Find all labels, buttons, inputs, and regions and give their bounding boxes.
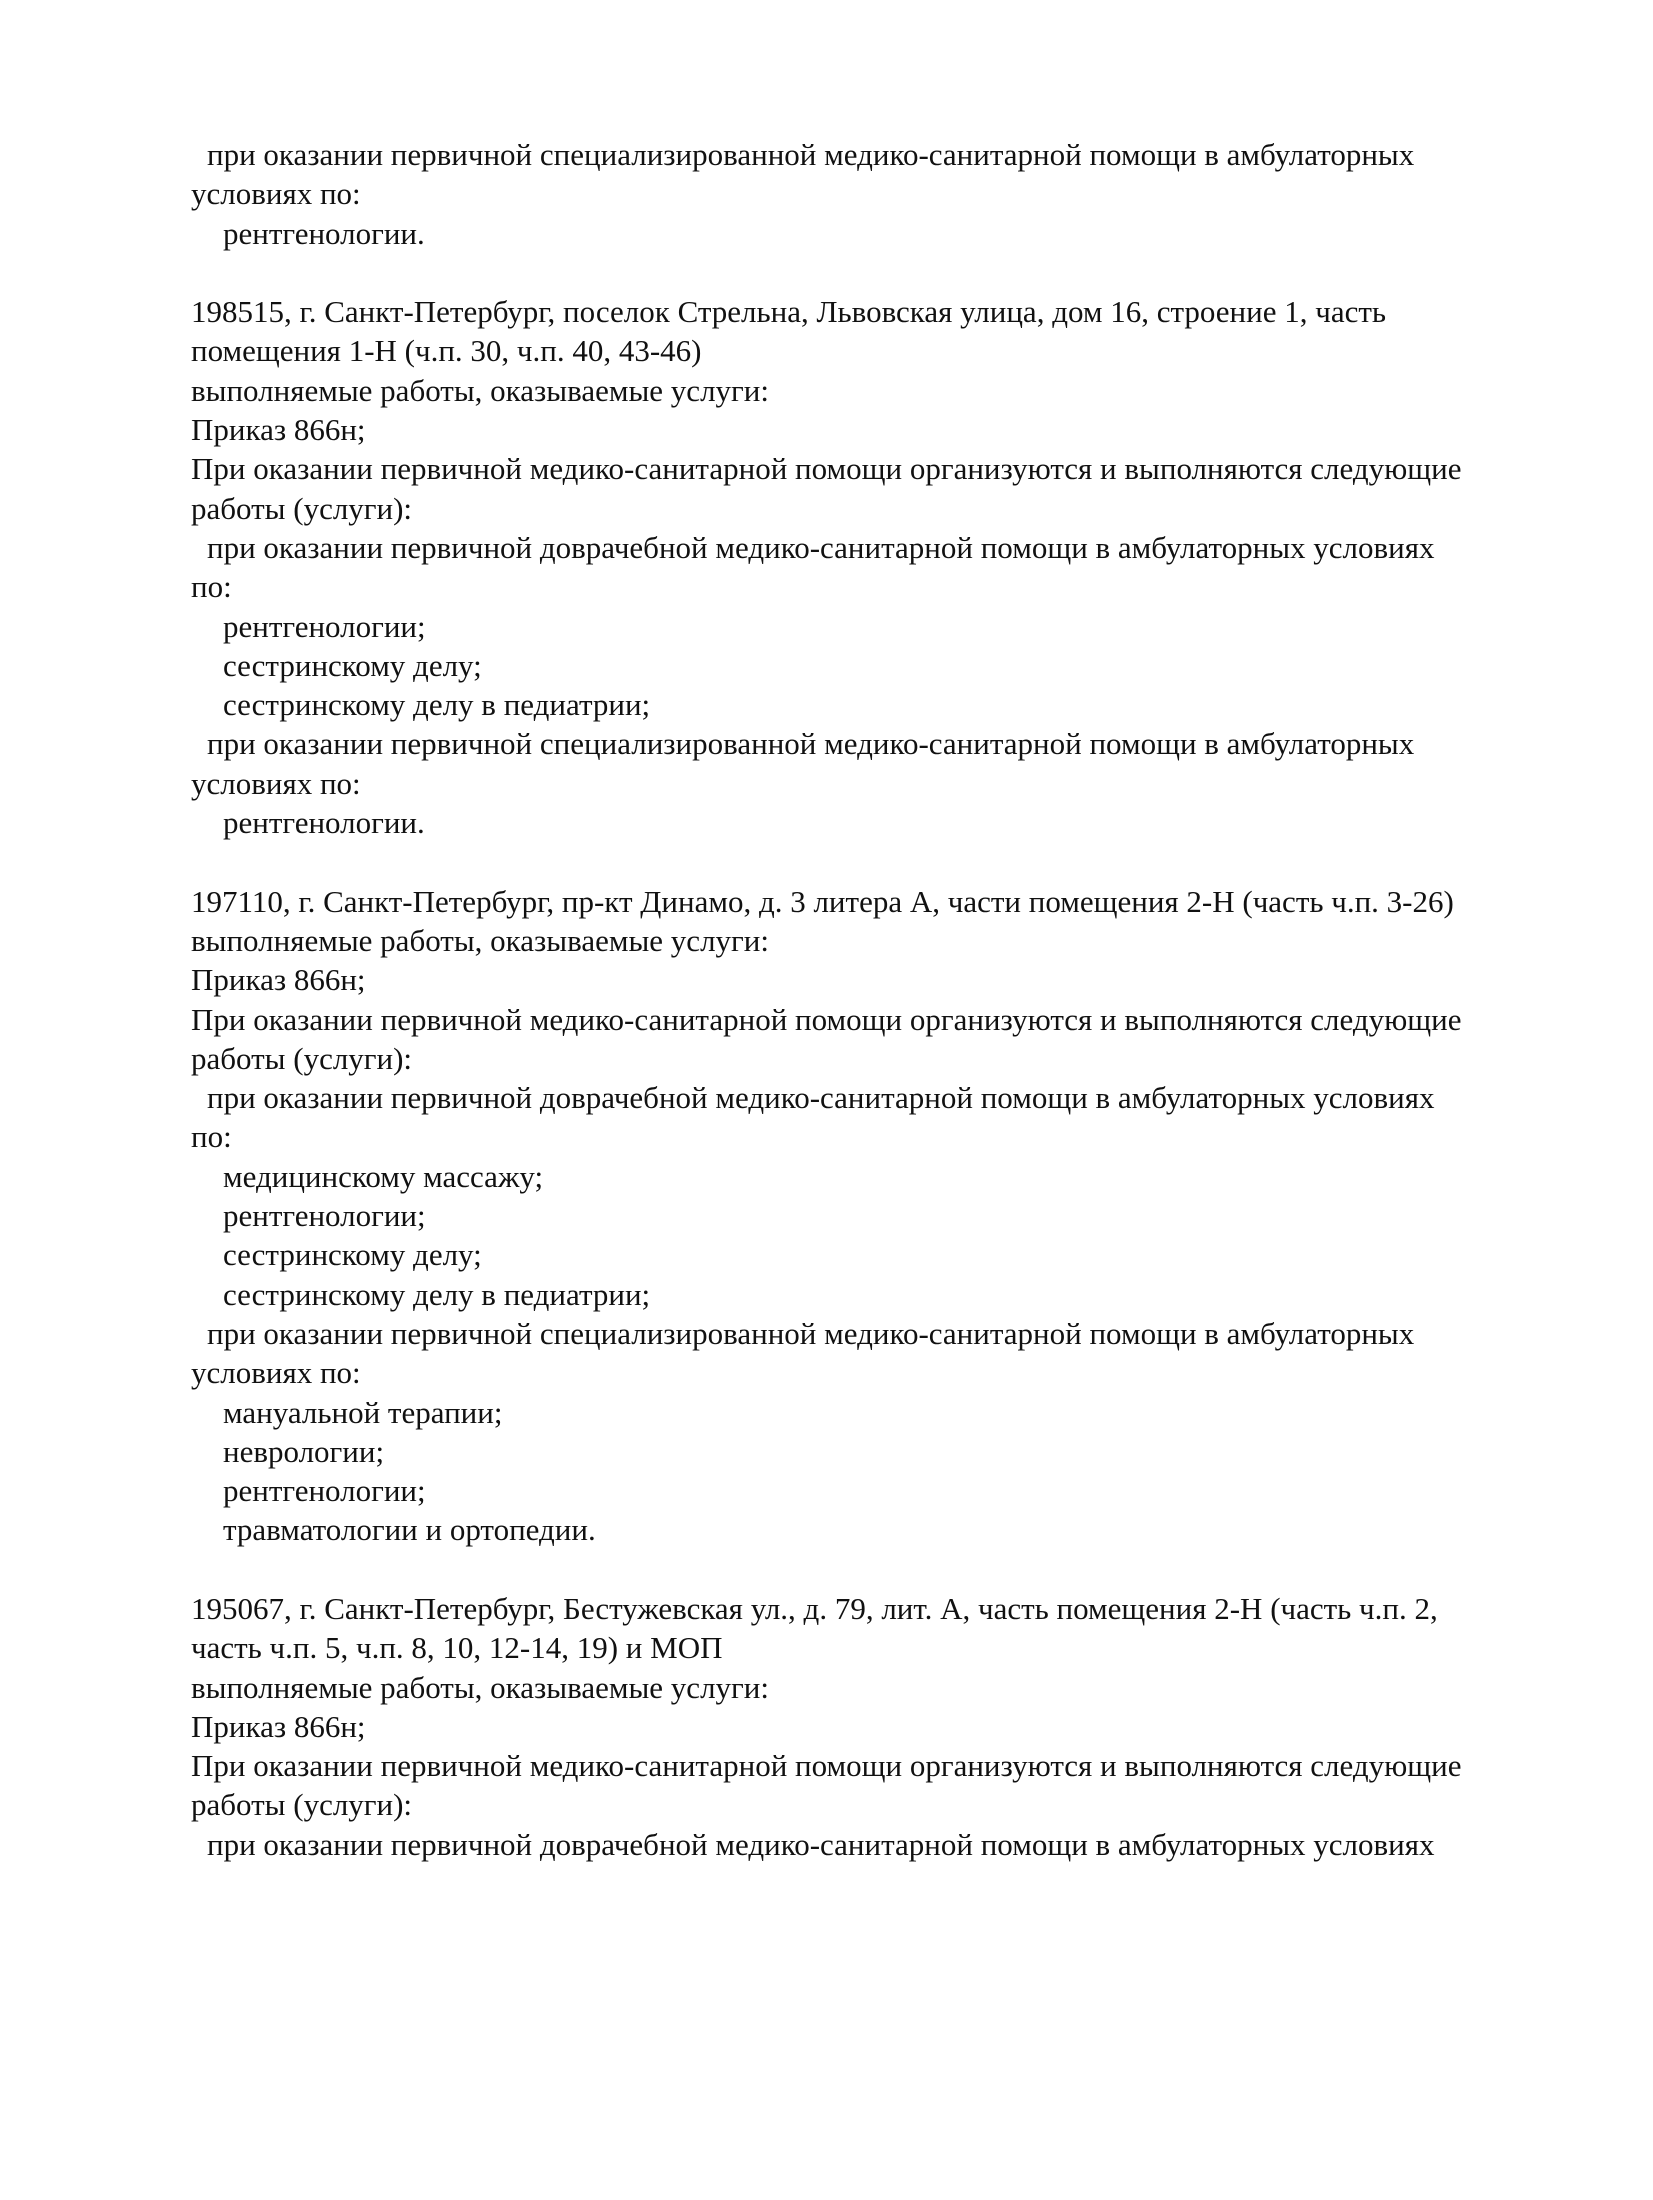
text-line: рентгенологии; [223, 608, 426, 644]
text-line: часть ч.п. 5, ч.п. 8, 10, 12-14, 19) и МОП [191, 1630, 723, 1666]
address-section [191, 1589, 1571, 1864]
text-line: 195067, г. Санкт-Петербург, Бестужевская ул., д. 79, лит. А, часть помещения 2-Н (часть ч.п. 2, [191, 1590, 1438, 1626]
text-line: по: [191, 1119, 232, 1155]
text-line: помещения 1-Н (ч.п. 30, ч.п. 40, 43-46) [191, 333, 702, 369]
text-line: При оказании первичной медико-санитарной помощи организуются и выполняются следующие [191, 1001, 1462, 1037]
text-line: рентгенологии. [223, 215, 425, 251]
address-section [191, 292, 1571, 842]
text-line: При оказании первичной медико-санитарной помощи организуются и выполняются следующие [191, 451, 1462, 487]
text-line: рентгенологии; [223, 1473, 426, 1509]
text-line: рентгенологии. [223, 805, 425, 841]
text-line: сестринскому делу в педиатрии; [223, 687, 651, 723]
text-line: работы (услуги): [191, 490, 413, 526]
text-line: сестринскому делу; [223, 647, 482, 683]
text-line: выполняемые работы, оказываемые услуги: [191, 1669, 769, 1705]
text-line: выполняемые работы, оказываемые услуги: [191, 922, 769, 958]
text-line: условиях по: [191, 176, 361, 212]
text-line: условиях по: [191, 1355, 361, 1391]
text-line: 197110, г. Санкт-Петербург, пр-кт Динамо, д. 3 литера А, части помещения 2-Н (часть ч.п. 3-26) [191, 883, 1454, 919]
text-line: выполняемые работы, оказываемые услуги: [191, 372, 769, 408]
document-body [191, 135, 1571, 1864]
text-line: медицинскому массажу; [223, 1158, 544, 1194]
text-line: Приказ 866н; [191, 412, 366, 448]
text-line: 198515, г. Санкт-Петербург, поселок Стрельна, Львовская улица, дом 16, строение 1, часть [191, 294, 1387, 330]
address-section [191, 882, 1571, 1550]
text-line: при оказании первичной специализированной медико-санитарной помощи в амбулаторных [207, 137, 1415, 172]
text-line: работы (услуги): [191, 1787, 413, 1823]
text-line: рентгенологии; [223, 1198, 426, 1234]
text-line: при оказании первичной специализированной медико-санитарной помощи в амбулаторных [207, 726, 1415, 762]
text-line: условиях по: [191, 765, 361, 801]
text-line: сестринскому делу в педиатрии; [223, 1276, 651, 1312]
text-line: травматологии и ортопедии. [223, 1512, 596, 1548]
text-line: при оказании первичной доврачебной медико-санитарной помощи в амбулаторных условиях [207, 1826, 1435, 1862]
text-line: при оказании первичной специализированной медико-санитарной помощи в амбулаторных [207, 1315, 1415, 1351]
text-line: мануальной терапии; [223, 1394, 503, 1430]
text-line: работы (услуги): [191, 1040, 413, 1076]
document-page [191, 135, 1571, 1864]
text-line: неврологии; [223, 1433, 385, 1469]
paragraph-gap [191, 1550, 1571, 1589]
paragraph-gap [191, 842, 1571, 881]
text-line: Приказ 866н; [191, 1708, 366, 1744]
text-line: при оказании первичной доврачебной медико-санитарной помощи в амбулаторных условиях [207, 529, 1435, 565]
paragraph-gap [191, 253, 1571, 292]
text-line: Приказ 866н; [191, 962, 366, 998]
text-line: при оказании первичной доврачебной медико-санитарной помощи в амбулаторных условиях [207, 1080, 1435, 1116]
text-line: При оказании первичной медико-санитарной помощи организуются и выполняются следующие [191, 1748, 1462, 1784]
address-section [191, 135, 1571, 253]
text-line: по: [191, 569, 232, 605]
text-line: сестринскому делу; [223, 1237, 482, 1273]
